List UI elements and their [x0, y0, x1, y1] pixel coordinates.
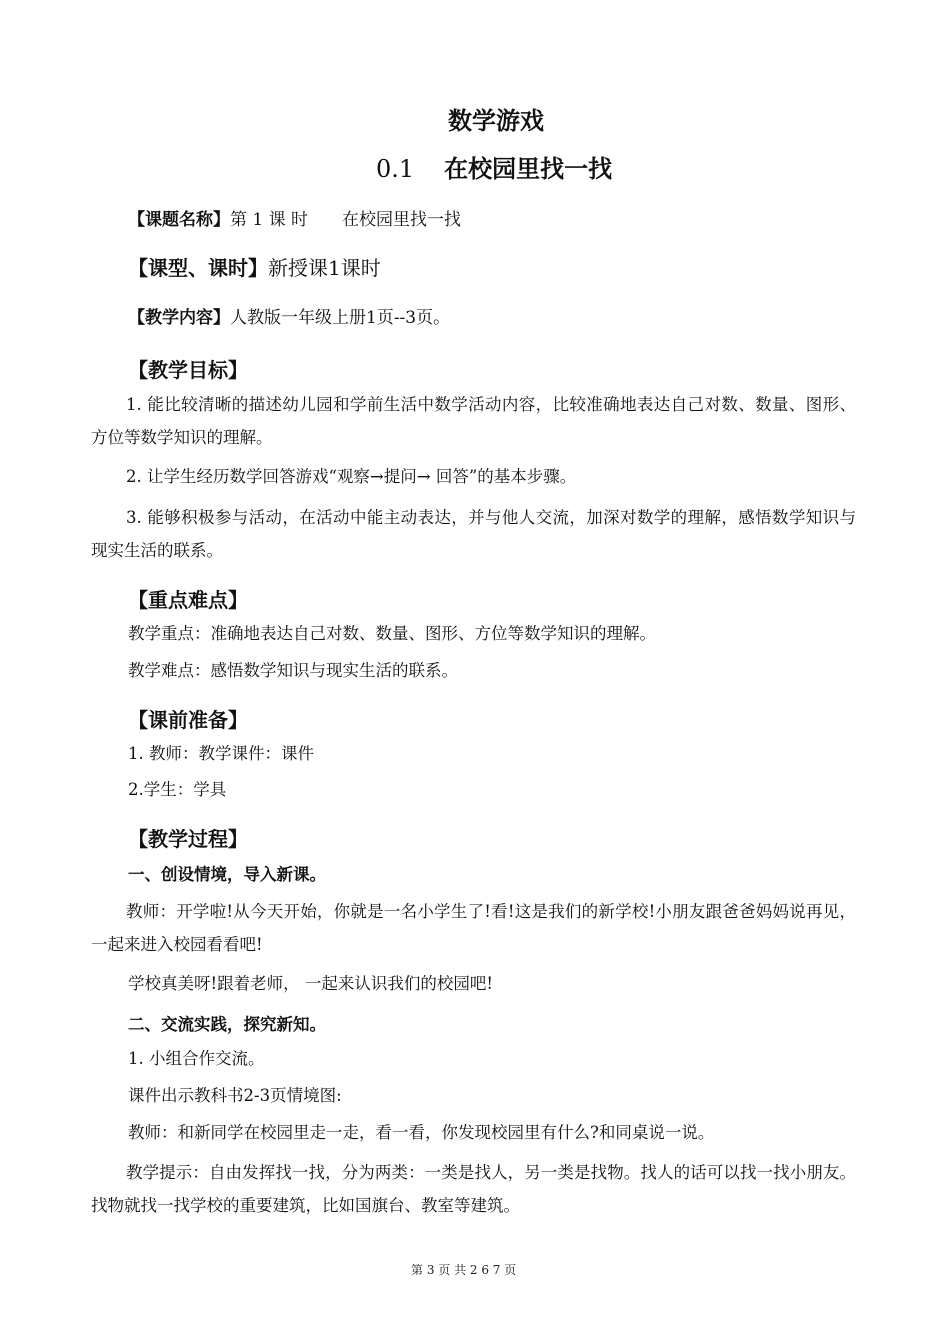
lesson-type-row: [128, 252, 381, 281]
lesson-name-value: 第 1 课 时 在校园里找一找: [230, 210, 462, 230]
subtitle-text: 在校园里找一找: [444, 155, 613, 183]
content-row: [128, 303, 450, 328]
goal-3: 3. 能够积极参与活动，在活动中能主动表达，并与他人交流，加深对数学的理解，感悟数学知识与现实生活的联系。: [91, 508, 856, 560]
section2-paragraph-1: 1. 小组合作交流。: [128, 1049, 265, 1068]
section1-paragraph-2: 学校真美呀!跟着老师， 一起来认识我们的校园吧!: [128, 974, 494, 993]
lesson-name-label: 【课题名称】: [128, 210, 230, 230]
lesson-name-row: [128, 205, 461, 230]
section2-paragraph-2: 课件出示教科书2-3页情境图:: [128, 1086, 342, 1105]
prep-teacher: 1. 教师：教学课件：课件: [128, 744, 314, 763]
lesson-type-value: 新授课1课时: [268, 256, 381, 280]
page-footer: 第 3 页 共 2 6 7 页: [411, 1263, 517, 1277]
goal-1: 1. 能比较清晰的描述幼儿园和学前生活中数学活动内容，比较准确地表达自己对数、数量、图形、方位等数学知识的理解。: [91, 395, 856, 447]
lesson-type-label: 【课型、课时】: [128, 256, 268, 280]
goals-heading: 【教学目标】: [128, 358, 248, 382]
content-value: 人教版一年级上册1页--3页。: [230, 308, 451, 328]
goal-2: 2. 让学生经历数学回答游戏“观察→提问→ 回答”的基本步骤。: [126, 467, 577, 486]
section1-heading: 一、创设情境，导入新课。: [128, 865, 326, 884]
doc-title: 数学游戏: [448, 107, 544, 135]
section2-heading: 二、交流实践，探究新知。: [128, 1015, 326, 1034]
section1-paragraph-1: 教师：开学啦!从今天开始，你就是一名小学生了!看!这是我们的新学校!小朋友跟爸爸妈妈说再见，一起来进入校园看看吧!: [91, 902, 856, 954]
prep-heading: 【课前准备】: [128, 708, 248, 732]
section2-paragraph-3: 教师：和新同学在校园里走一走，看一看，你发现校园里有什么?和同桌说一说。: [128, 1123, 715, 1142]
content-label: 【教学内容】: [128, 308, 230, 328]
key-point: 教学重点：准确地表达自己对数、数量、图形、方位等数学知识的理解。: [128, 624, 656, 643]
section2-paragraph-4: 教学提示：自由发挥找一找，分为两类：一类是找人，另一类是找物。找人的话可以找一找小朋友。找物就找一找学校的重要建筑，比如国旗台、教室等建筑。: [91, 1163, 856, 1215]
process-heading: 【教学过程】: [128, 827, 248, 851]
key-difficulty-heading: 【重点难点】: [128, 588, 248, 612]
prep-student: 2.学生：学具: [128, 780, 227, 799]
difficulty: 教学难点：感悟数学知识与现实生活的联系。: [128, 661, 458, 680]
subtitle-number: 0.1: [376, 155, 415, 183]
doc-subtitle: [376, 149, 612, 184]
